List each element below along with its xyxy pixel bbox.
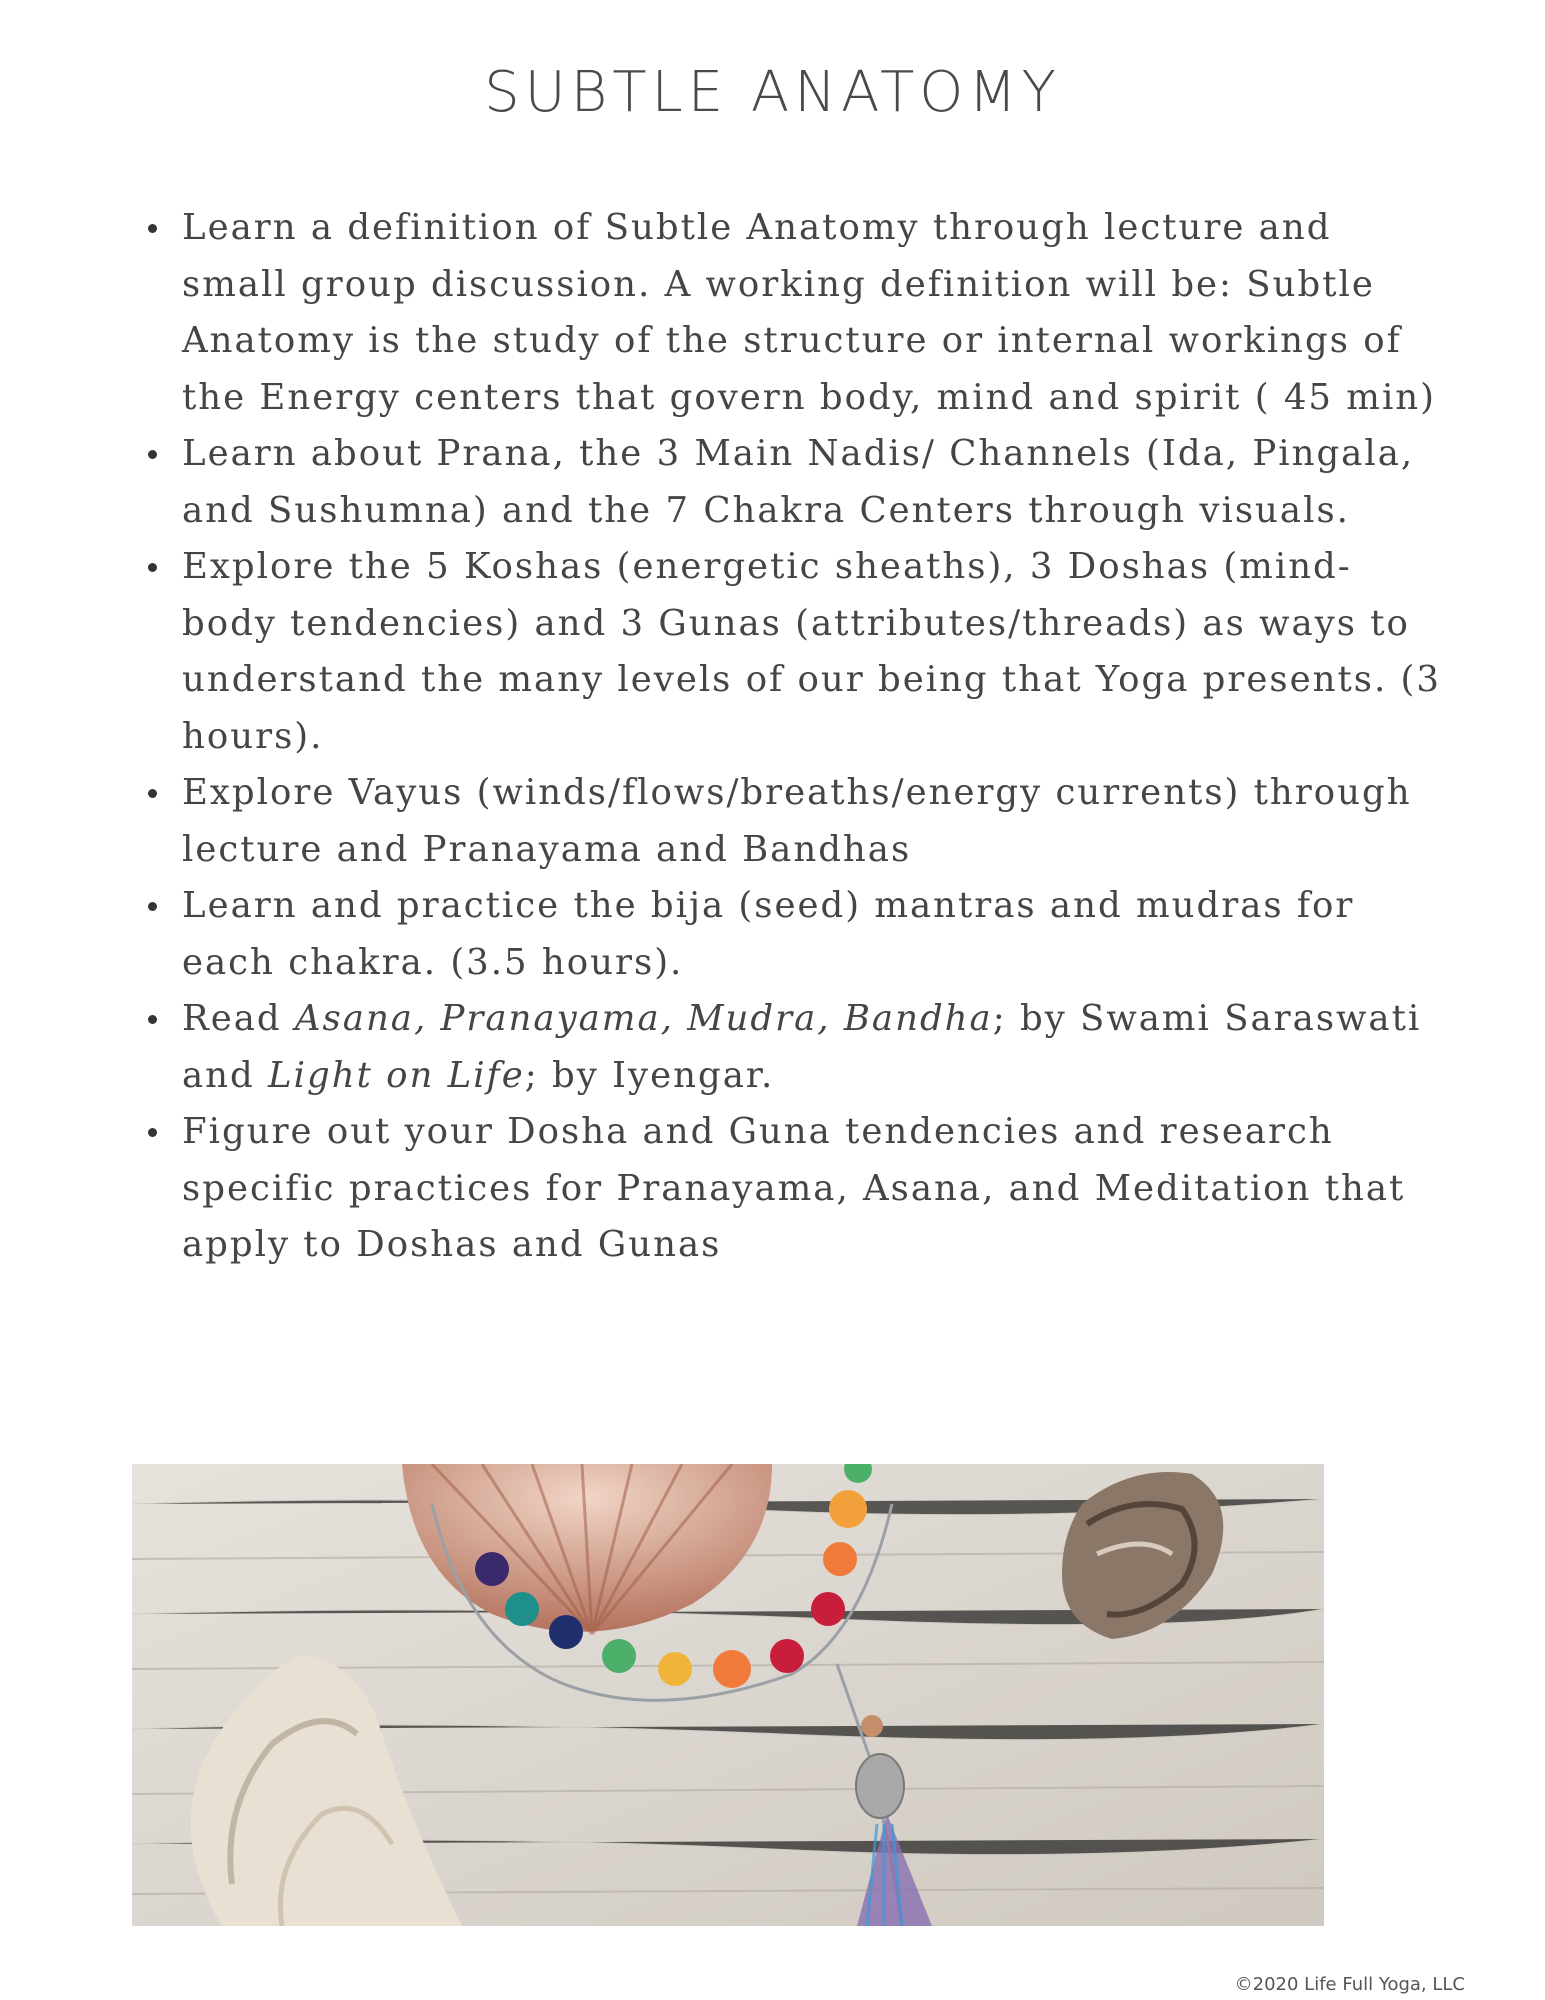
bullet-icon [148,563,157,572]
list-item [182,878,1442,991]
reading-middle: ; by Swami Saraswati and [182,998,1422,1096]
list-item [182,765,1442,878]
copyright-footer: ©2020 Life Full Yoga, LLC [1234,1974,1465,1995]
list-item [182,200,1442,426]
list-item-text: Figure out your Dosha and Guna tendencies and research specific practices for Pranayama, Asana, and Meditation that apply to Doshas and Gunas [182,1111,1406,1265]
list-item-text: Learn about Prana, the 3 Main Nadis/ Channels (Ida, Pingala, and Sushumna) and the 7 Chakra Centers through visuals. [182,433,1415,531]
reading-suffix: ; by Iyengar. [524,1054,775,1096]
book-title-light-on-life: Light on Life [268,1054,525,1096]
bullet-icon [148,902,157,911]
list-item [182,539,1442,765]
list-item [182,991,1442,1104]
list-item-text: Explore Vayus (winds/flows/breaths/energy currents) through lecture and Pranayama and Bandhas [182,772,1412,870]
mala-beads-and-seashells-photo [132,1464,1324,1926]
book-title-asana: Asana, Pranayama, Mudra, Bandha [294,998,993,1039]
photo-illustration [132,1464,1324,1926]
list-item [182,1104,1442,1274]
list-item-text: Learn a definition of Subtle Anatomy through lecture and small group discussion. A working definition will be: Subtle Anatomy is the study of the structure or internal workings of the Energy centers that govern body, mind and spirit ( 45 min) [182,207,1437,418]
bullet-icon [148,224,157,233]
page-title: SUBTLE ANATOMY [484,60,1061,125]
bullet-icon [148,1015,157,1024]
objectives-list [140,200,1442,1274]
bullet-icon [148,789,157,798]
bullet-icon [148,1128,157,1137]
list-item-text: Explore the 5 Koshas (energetic sheaths), 3 Doshas (mind-body tendencies) and 3 Gunas (attributes/threads) as ways to understand the many levels of our being that Yoga presents. (3 hours). [182,546,1441,757]
bullet-icon [148,450,157,459]
list-item-text: Learn and practice the bija (seed) mantras and mudras for each chakra. (3.5 hours). [182,885,1355,983]
list-item [182,426,1442,539]
reading-prefix: Read [182,998,295,1039]
buddha-pendant [856,1754,904,1818]
